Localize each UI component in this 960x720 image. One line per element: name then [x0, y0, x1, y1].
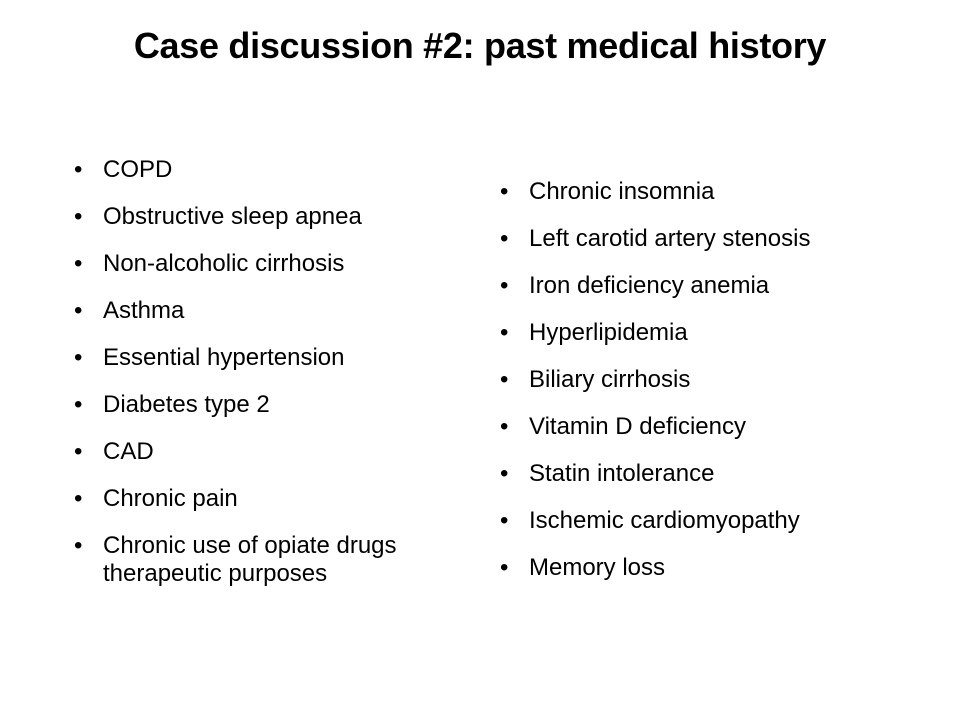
- list-item-text: Ischemic cardiomyopathy: [529, 507, 800, 534]
- list-item-text: Memory loss: [529, 554, 666, 581]
- history-list-left: [74, 156, 414, 607]
- bullet-icon: •: [500, 507, 509, 534]
- list-item: [74, 532, 414, 588]
- list-item: [500, 413, 900, 441]
- list-item-text: Biliary cirrhosis: [529, 366, 691, 393]
- bullet-icon: •: [74, 203, 83, 230]
- list-item: [500, 460, 900, 488]
- list-item-text: Hyperlipidemia: [529, 319, 688, 346]
- list-item: [500, 554, 900, 582]
- list-item: [74, 485, 414, 513]
- bullet-icon: •: [500, 178, 509, 205]
- list-item: [500, 225, 900, 253]
- list-item-text: Chronic insomnia: [529, 178, 715, 205]
- history-list-right: [500, 178, 900, 601]
- list-item: [74, 297, 414, 325]
- bullet-icon: •: [74, 485, 83, 512]
- list-item: [500, 319, 900, 347]
- list-item-text: Chronic pain: [103, 485, 238, 512]
- bullet-icon: •: [500, 319, 509, 346]
- list-item-text: Vitamin D deficiency: [529, 413, 746, 440]
- list-item: [500, 507, 900, 535]
- bullet-icon: •: [74, 532, 83, 559]
- list-item-text: CAD: [103, 438, 154, 465]
- list-item-text: Obstructive sleep apnea: [103, 203, 362, 230]
- bullet-icon: •: [500, 554, 509, 581]
- bullet-icon: •: [74, 156, 83, 183]
- list-item-text: Asthma: [103, 297, 185, 324]
- bullet-icon: •: [500, 225, 509, 252]
- bullet-icon: •: [500, 366, 509, 393]
- list-item-text: Statin intolerance: [529, 460, 715, 487]
- list-item-text: Essential hypertension: [103, 344, 345, 371]
- list-item-text: Diabetes type 2: [103, 391, 270, 418]
- bullet-icon: •: [500, 413, 509, 440]
- bullet-icon: •: [500, 272, 509, 299]
- list-item-text: Left carotid artery stenosis: [529, 225, 811, 252]
- list-item: [74, 203, 414, 231]
- bullet-icon: •: [74, 344, 83, 371]
- list-item: [74, 438, 414, 466]
- bullet-icon: •: [500, 460, 509, 487]
- list-item-text: Chronic use of opiate drugs therapeutic purposes: [103, 532, 397, 587]
- list-item: [74, 250, 414, 278]
- list-item: [500, 272, 900, 300]
- bullet-icon: •: [74, 297, 83, 324]
- list-item: [500, 178, 900, 206]
- list-item: [74, 391, 414, 419]
- slide-title: Case discussion #2: past medical history: [133, 25, 827, 66]
- bullet-icon: •: [74, 438, 83, 465]
- list-item: [74, 344, 414, 372]
- list-item: [500, 366, 900, 394]
- bullet-icon: •: [74, 391, 83, 418]
- list-item-text: COPD: [103, 156, 173, 183]
- list-item-text: Iron deficiency anemia: [529, 272, 770, 299]
- bullet-icon: •: [74, 250, 83, 277]
- list-item-text: Non-alcoholic cirrhosis: [103, 250, 345, 277]
- list-item: [74, 156, 414, 184]
